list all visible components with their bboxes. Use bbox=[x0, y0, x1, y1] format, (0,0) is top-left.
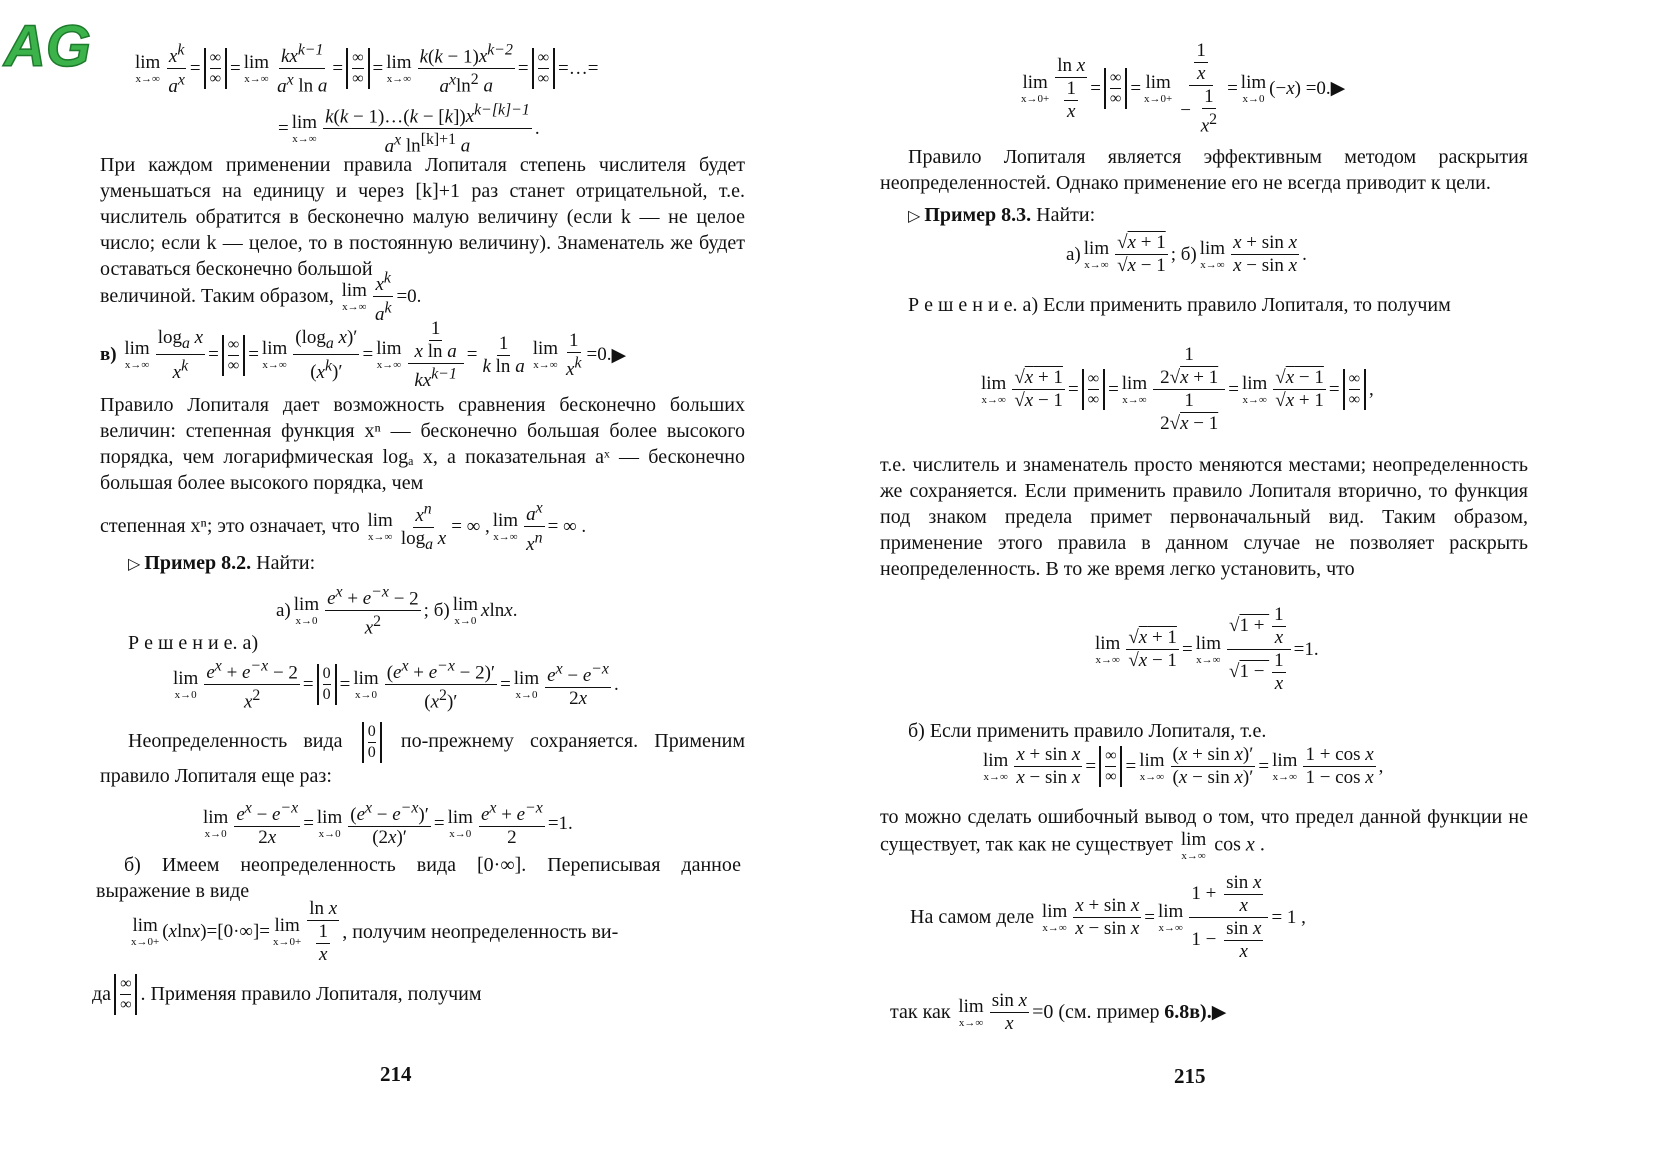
paragraph-text: При каждом применении правила Лопиталя степень числителя будет уменьшаться на единицу и через [k]+1 раз станет отрицательной, т.е. числитель обратится в бесконечно малую величину (если k — не целое число; если k — целое, то в постоянную величину). Знаменатель же будет оставаться бесконечно большой bbox=[100, 154, 745, 280]
formula-sinx-over-x: так как lim x→∞ $\frac{\text{sin x}}{x}$ =0 (см. пример 6.8в). ▶ bbox=[890, 990, 1227, 1034]
formula-lim-xk-ax: lim x→∞ $\frac{x^k}{a^x}$ = ∞ ∞ = lim x→∞ $\frac{kx^{k-1}}{a^x \ln a}$ = ∞ ∞ = lim x→∞ $\frac{k(k - 1)x^{k-2}}{a^x\ln^2 a}$ = ∞ ∞ =…= bbox=[135, 42, 599, 97]
page-number-right: 215 bbox=[1174, 1064, 1206, 1088]
paragraph-text: так как bbox=[890, 1001, 951, 1023]
formula-solution-a-2: lim x→0 $\frac{e^x - e^{-x}}{2x}$ = lim x→0 $\frac{(e^x - e^{-x})'}{(2x)'}$ = lim x→0 $\frac{e^x + e^{-x}}{2}$ =1. bbox=[203, 800, 573, 849]
paragraph-text: да bbox=[92, 983, 112, 1005]
paragraph-effective-method bbox=[880, 144, 1528, 196]
formula-inf-over-inf: да ∞ ∞ . Применяя правило Лопиталя, получим bbox=[92, 975, 482, 1013]
paragraph-text: б) Имеем неопределенность вида [0·∞]. Переписывая данное выражение в виде bbox=[96, 854, 741, 902]
paragraph-text: т.е. числитель и знаменатель просто меняются местами; неопределенность же сохраняется. Если применить правило Лопиталя вторично, то функция под знаком предела примет первоначальный вид. Таким образом, применение этого правила в данном случае не позволяет раскрыть неопределенность. В то же время легко установить, что bbox=[880, 454, 1528, 580]
paragraph-text: степенная xⁿ; это означает, что bbox=[100, 515, 360, 538]
item-label: в) bbox=[100, 344, 117, 366]
example-reference: 6.8в). bbox=[1164, 1001, 1212, 1023]
formula-log-limit: в) lim x→∞ $\frac{\log_a x}{x^k}$ = ∞ ∞ = lim x→∞ $\frac{(\log_a x)'}{(x^k)'}$ = lim x→∞ $\frac{\frac{1}{\text{x ln a}}}{kx^{k-1}}$ = $\frac{1}{\text{k ln a}}$ lim x→∞ $\frac{1}{x^k}$ =0. ▶ bbox=[100, 318, 627, 392]
example-label: Пример 8.2. bbox=[144, 552, 252, 574]
paragraph-wrong-conclusion: то можно сделать ошибочный вывод о том, что предел данной функции не существует, так как не существует lim x→∞ cos x . bbox=[880, 806, 1528, 862]
left-page bbox=[0, 0, 800, 1158]
svg-text:AG: AG bbox=[4, 14, 91, 79]
paragraph-b bbox=[96, 852, 741, 904]
ag-logo-icon bbox=[2, 4, 91, 84]
formula-solution-a-1: lim x→0 $\frac{e^x + e^{-x} - 2}{x^2}$ = 0 0 = lim x→0 $\frac{(e^x + e^{-x} - 2)'}{(x^2)'}$ = lim x→0 $\frac{e^x - e^{-x}}{2x}$ . bbox=[173, 658, 619, 713]
solution-a-label bbox=[128, 630, 258, 656]
end-proof-icon: ▶ bbox=[1330, 78, 1346, 100]
paragraph-text: Р е ш е н и е. а) Если применить правило Лопиталя, то получим bbox=[908, 294, 1451, 316]
page-number-left: 214 bbox=[380, 1062, 412, 1086]
paragraph-text: величиной. Таким образом, bbox=[100, 285, 334, 308]
paragraph-text: , получим неопределенность ви- bbox=[342, 920, 619, 943]
paragraph-text: . Применяя правило Лопиталя, получим bbox=[140, 983, 482, 1005]
example-find: Найти: bbox=[1036, 204, 1096, 226]
formula-sin-correct: На самом деле lim x→∞ $\frac{\text{x + sin x}}{\text{x − sin x}}$ = lim x→∞ 1 + $\frac{\text{sin x}}{x}$ 1 − $\frac{\text{sin x}}{x}$ = 1 , bbox=[910, 872, 1306, 962]
paragraph-text: Правило Лопиталя является эффективным методом раскрытия неопределенностей. Однако применение его не всегда приводит к цели. bbox=[880, 146, 1528, 194]
example-find: Найти: bbox=[256, 552, 316, 574]
formula-sin-wrong: lim x→∞ $\frac{\text{x + sin x}}{\text{x − sin x}}$ = ∞ ∞ = lim x→∞ $\frac{\text{(x + sin x)′}}{\text{(x − sin x)′}}$ = lim x→∞ $\frac{\text{1 + cos x}}{\text{1 − cos x}}$ , bbox=[983, 744, 1384, 788]
paragraph-text: Правило Лопиталя дает возможность сравнения бесконечно больших величин: степенная функция xⁿ — бесконечно большая более высокого порядка, чем логарифмическая logₐ x, а показательная aˣ — бесконечно большая более высокого порядка, чем bbox=[100, 394, 745, 494]
example-8-2-heading bbox=[128, 550, 315, 578]
solution-text: Р е ш е н и е. а) bbox=[128, 632, 259, 654]
paragraph-text: =0 (см. пример bbox=[1032, 1001, 1160, 1023]
formula-example-8-3: а) lim x→∞ $\frac{√x + 1}{√x - 1}$ ; б) lim x→∞ $\frac{\text{x + sin x}}{\text{x − sin x}}$ . bbox=[1066, 232, 1307, 276]
formula-comparison-limits: степенная xⁿ; это означает, что lim x→∞ $\frac{x^n}{\log_a x}$ = ∞ , lim x→∞ $\frac{a^x}{x^n}$ = ∞ . bbox=[100, 500, 587, 555]
formula-sqrt-limit-one: lim x→∞ $\frac{√x + 1}{√x - 1}$ = lim x→∞ √1 + $\frac{1}{x}$ √1 − $\frac{1}{x}$ =1. bbox=[1095, 604, 1319, 694]
formula-lim-general: = lim x→∞ $\frac{k(k - 1)\dots(k - [k])x^{k-[k]-1}}{a^x \ln^{[k]+1} a}$ . bbox=[278, 102, 540, 157]
paragraph-text: Неопределенность вида bbox=[128, 730, 343, 753]
formula-sqrt-swap: lim x→∞ $\frac{√x + 1}{√x - 1}$ = ∞ ∞ = lim x→∞ $\frac{\frac{1}{2√x + 1}}{\frac{1}{2√x - 1}}$ = lim x→∞ $\frac{√x - 1}{√x + 1}$ = ∞ ∞ , bbox=[981, 344, 1374, 434]
example-label: Пример 8.3. bbox=[924, 204, 1032, 226]
paragraph-swap-explanation bbox=[880, 452, 1528, 582]
example-8-3-heading bbox=[908, 202, 1095, 230]
formula-result-a: величиной. Таким образом, lim x→∞ $\frac{x^k}{a^k}$ =0. bbox=[100, 270, 422, 325]
end-proof-icon: ▶ bbox=[611, 344, 627, 366]
formula-rewrite: lim x→0+ ( x ln x )=[0·∞]= lim x→0+ $\frac{\text{ln x}}{\frac{1}{x}}$ , получим неопределенность ви- bbox=[131, 898, 619, 965]
paragraph-lopital-degree bbox=[100, 152, 745, 282]
paragraph-text: б) Если применить правило Лопиталя, т.е. bbox=[908, 720, 1267, 742]
paragraph-comparison bbox=[100, 392, 745, 496]
paragraph-solution-a bbox=[880, 292, 1528, 318]
example-triangle-icon: ▷ bbox=[128, 556, 141, 573]
right-page bbox=[830, 0, 1662, 1158]
formula-example-8-2: а) lim x→0 $\frac{e^x + e^{-x} - 2}{x^2}$ ; б) lim x→0 x ln x . bbox=[276, 584, 518, 639]
paragraph-text: по-прежнему сохраняется. Применим правило Лопиталя еще раз: bbox=[100, 730, 746, 787]
example-triangle-icon: ▷ bbox=[908, 208, 921, 225]
formula-lnx-over-1x: lim x→0+ $\frac{\text{ln x}}{\frac{1}{x}}$ = ∞ ∞ = lim x→0+ $\frac{1}{x}$ − $\frac{1}{x^2}$ = lim x→0 (− x ) =0. ▶ bbox=[1021, 40, 1346, 137]
paragraph-b-right bbox=[908, 718, 1266, 744]
paragraph-text: На самом деле bbox=[910, 906, 1035, 928]
paragraph-indeterminate: Неопределенность вида $\frac{0}{0}$ по-прежнему сохраняется. Применим правило Лопиталя еще раз: bbox=[100, 723, 746, 787]
end-proof-icon: ▶ bbox=[1211, 1002, 1227, 1023]
paragraph-text: то можно сделать ошибочный вывод о том, что предел данной функции не существует, так как не существует bbox=[880, 806, 1528, 856]
